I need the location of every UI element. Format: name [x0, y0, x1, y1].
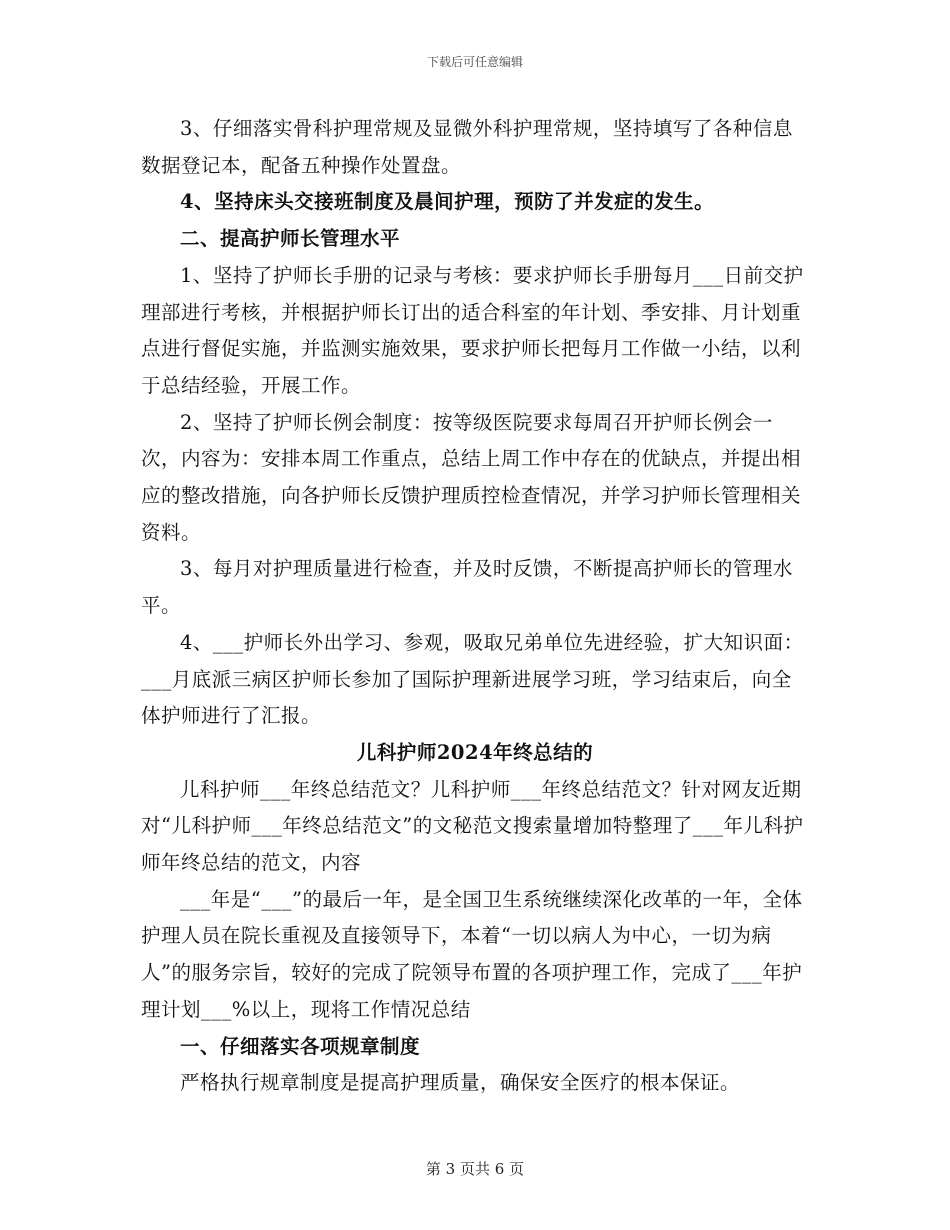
document-body [141, 111, 809, 1102]
page-footer: 第 3 页共 6 页 [425, 1160, 525, 1178]
paragraph-item-4-bold: 4、坚持床头交接班制度及晨间护理，预防了并发症的发生。 [180, 190, 715, 214]
page-header: 下载后可任意编辑 [426, 55, 523, 69]
document-title: 儿科护师2024年终总结的 [356, 740, 594, 764]
paragraph-item-3: 3、仔细落实骨科护理常规及显微外科护理常规，坚持填写了各种信息数据登记本，配备五种操作处置盘。 [141, 117, 793, 177]
paragraph-intro: 儿科护师___年终总结范文？儿科护师___年终总结范文？针对网友近期对“儿科护师___年终总结范文”的文秘范文搜索量增加特整理了___年儿科护师年终总结的范文，内容 [141, 777, 804, 875]
section-heading-2: 二、提高护师长管理水平 [180, 227, 401, 251]
paragraph-handbook: 1、坚持了护师长手册的记录与考核：要求护师长手册每月___日前交护理部进行考核，并根据护师长订出的适合科室的年计划、季安排、月计划重点进行督促实施，并监测实施效果，要求护师长把每月工作做一小结，以利于总结经验，开展工作。 [141, 263, 804, 397]
paragraph-year-summary: ___年是“___”的最后一年，是全国卫生系统继续深化改革的一年，全体护理人员在院长重视及直接领导下，本着“一切以病人为中心，一切为病人”的服务宗旨，较好的完成了院领导布置的各项护理工作，完成了___年护理计划___%以上，现将工作情况总结 [141, 887, 803, 1021]
paragraph-monthly-check: 3、每月对护理质量进行检查，并及时反馈，不断提高护师长的管理水平。 [141, 557, 793, 618]
paragraph-meeting: 2、坚持了护师长例会制度：按等级医院要求每周召开护师长例会一次，内容为：安排本周工作重点，总结上周工作中存在的优缺点，并提出相应的整改措施，向各护师长反馈护理质控检查情况，并学习护师长管理相关资料。 [141, 410, 802, 544]
section-heading-1: 一、仔细落实各项规章制度 [180, 1034, 421, 1058]
paragraph-rules: 严格执行规章制度是提高护理质量，确保安全医疗的根本保证。 [180, 1071, 741, 1095]
paragraph-study-visit: 4、___护师长外出学习、参观，吸取兄弟单位先进经验，扩大知识面：___月底派三病区护师长参加了国际护理新进展学习班，学习结束后，向全体护师进行了汇报。 [141, 630, 804, 728]
